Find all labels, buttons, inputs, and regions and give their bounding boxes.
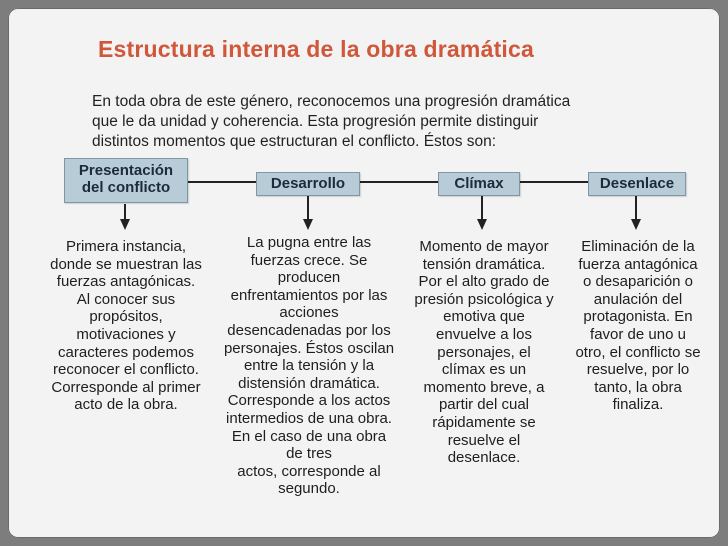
description-line: reconocer el conflicto.: [53, 361, 199, 379]
description-line: actos, corresponde al: [237, 462, 381, 480]
description-line: rápidamente se: [432, 413, 536, 431]
description-line: fuerza antagónica: [578, 255, 698, 273]
description-line: resuelve, por lo: [586, 361, 690, 379]
description-line: momento breve, a: [423, 378, 545, 396]
description-line: segundo.: [278, 480, 340, 498]
arrow-down-icon: [631, 219, 641, 230]
description-line: distensión dramática.: [238, 374, 380, 392]
description-line: En el caso de una obra: [231, 427, 387, 445]
intro-paragraph: [92, 92, 652, 152]
stage-label: Clímax: [454, 175, 504, 192]
description-line: envuelve a los: [436, 325, 532, 343]
description-line: protagonista. En: [583, 308, 693, 326]
description-line: fuerzas crece. Se: [250, 251, 368, 269]
stage-label: Desenlace: [599, 175, 675, 192]
description-line: enfrentamientos por las: [230, 286, 388, 304]
description-line: personajes, el: [437, 343, 531, 361]
description-line: La pugna entre las: [246, 234, 372, 251]
description-line: otro, el conflicto se: [575, 343, 701, 361]
stage-description-desenlace: [564, 238, 712, 414]
stage-box-climax: [438, 172, 520, 196]
arrow-shaft: [307, 196, 309, 220]
description-line: tanto, la obra: [594, 378, 682, 396]
description-line: tensión dramática.: [422, 255, 546, 273]
description-line: Al conocer sus: [76, 290, 176, 308]
stage-box-presentacion: [64, 158, 188, 203]
description-line: Primera instancia,: [65, 238, 187, 255]
description-line: Eliminación de la: [581, 238, 695, 255]
description-line: producen: [277, 269, 341, 287]
description-line: o desaparición o: [582, 273, 694, 291]
arrow-shaft: [481, 196, 483, 220]
arrow-down-icon: [120, 219, 130, 230]
connector-line: [518, 181, 588, 183]
stage-description-presentacion: [38, 238, 214, 414]
stage-box-desarrollo: [256, 172, 360, 196]
description-line: personajes. Éstos oscilan: [223, 339, 395, 357]
description-line: desencadenadas por los: [227, 321, 391, 339]
description-line: resuelve el: [447, 431, 521, 449]
description-line: fuerzas antagónicas.: [56, 273, 196, 291]
description-line: intermedios de una obra.: [226, 409, 392, 427]
arrow-down-icon: [477, 219, 487, 230]
connector-line: [186, 181, 256, 183]
description-line: anulación del: [593, 290, 683, 308]
description-line: Momento de mayor: [419, 238, 549, 255]
description-line: caracteres podemos: [58, 343, 194, 361]
description-line: desenlace.: [447, 449, 521, 467]
slide: [8, 8, 720, 538]
description-line: acciones: [279, 304, 339, 322]
description-line: Corresponde a los actos: [227, 392, 391, 410]
description-line: presión psicológica y: [414, 290, 554, 308]
stage-box-desenlace: [588, 172, 686, 196]
intro-line: que le da unidad y coherencia. Esta progresión permite distinguir: [92, 113, 539, 130]
stage-label: Presentación: [78, 162, 174, 179]
description-line: motivaciones y: [76, 325, 176, 343]
stage-description-desarrollo: [214, 234, 404, 498]
description-line: clímax es un: [441, 361, 527, 379]
description-line: donde se muestran las: [50, 255, 202, 273]
arrow-shaft: [635, 196, 637, 220]
intro-line: distintos momentos que estructuran el conflicto. Éstos son:: [92, 133, 497, 150]
arrow-down-icon: [303, 219, 313, 230]
slide-title: Estructura interna de la obra dramática: [98, 36, 534, 62]
description-line: finaliza.: [612, 396, 664, 414]
stage-label: del conflicto: [81, 179, 171, 196]
arrow-shaft: [124, 204, 126, 220]
description-line: partir del cual: [438, 396, 530, 414]
stage-description-climax: [404, 238, 564, 467]
description-line: favor de uno u: [590, 325, 686, 343]
description-line: entre la tensión y la: [243, 357, 375, 375]
description-line: emotiva que: [443, 308, 525, 326]
stage-label: Desarrollo: [270, 175, 346, 192]
intro-line: En toda obra de este género, reconocemos una progresión dramática: [92, 93, 571, 110]
description-line: propósitos,: [89, 308, 163, 326]
connector-line: [358, 181, 438, 183]
description-line: de tres: [286, 445, 332, 463]
description-line: Por el alto grado de: [418, 273, 550, 291]
description-line: acto de la obra.: [74, 396, 178, 414]
description-line: Corresponde al primer: [51, 378, 201, 396]
